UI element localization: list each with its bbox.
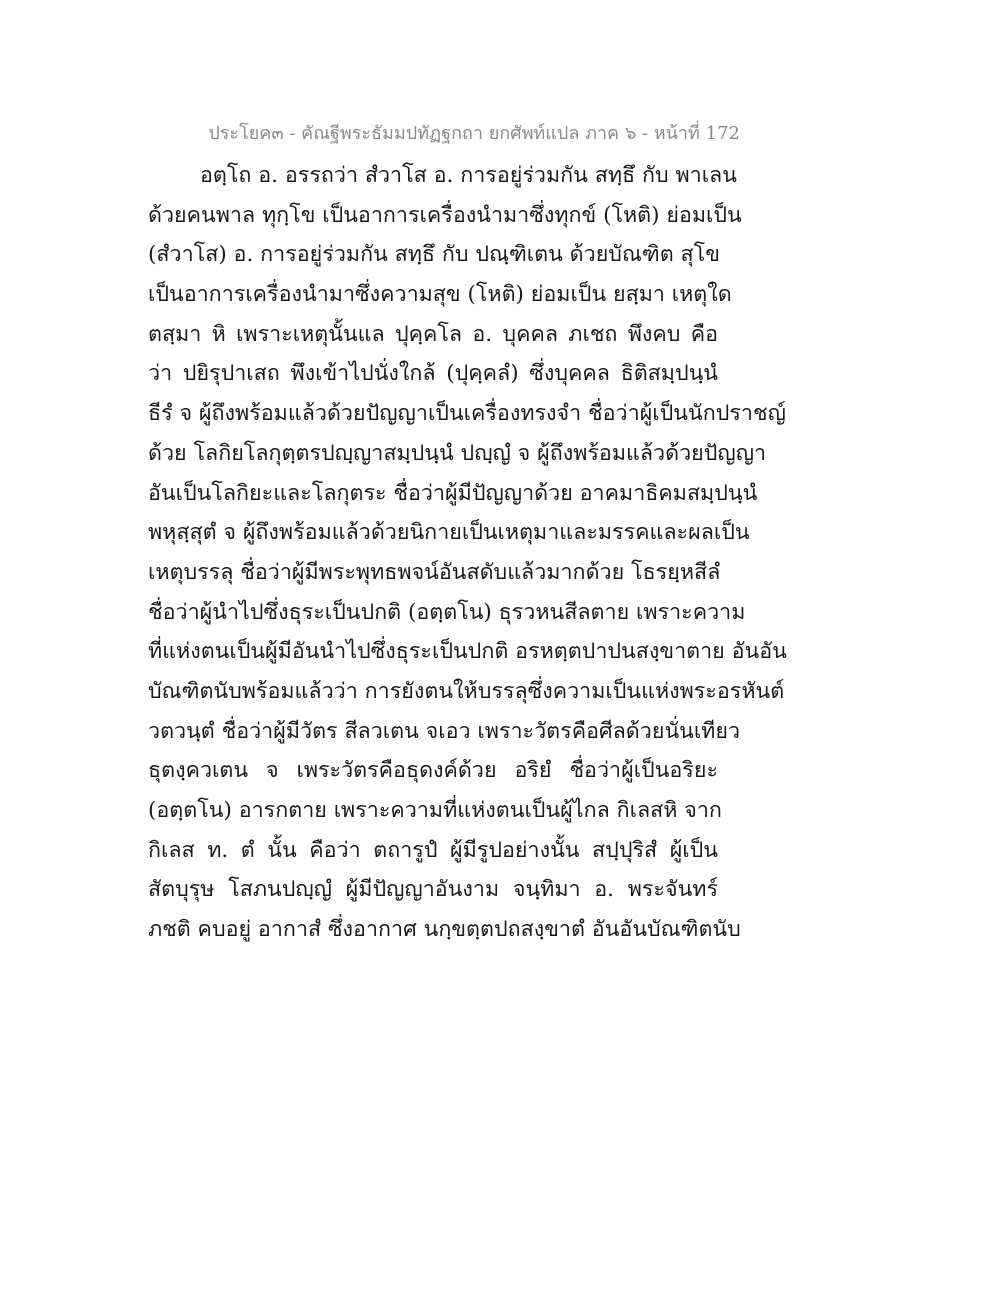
text-line: อตฺโถ อ. อรรถว่า สํวาโส อ. การอยู่ร่วมกัน สทฺธึ กับ พาเลน	[200, 163, 737, 188]
text-line: อันเป็นโลกิยะและโลกุตระ ชื่อว่าผู้มีปัญญาด้วย อาคมาธิคมสมฺปนฺนํ	[148, 480, 758, 506]
text-line: (อตฺตโน) อารกตาย เพราะความที่แห่งตนเป็นผู้ไกล กิเลสหิ จาก	[148, 798, 722, 823]
text-line: พหุสฺสุตํ จ ผู้ถึงพร้อมแล้วด้วยนิกายเป็นเหตุมาและมรรคและผลเป็น	[148, 520, 750, 546]
text-line: สัตบุรุษ โสภนปญฺญํ ผู้มีปัญญาอันงาม จนฺทิมา อ. พระจันทร์	[148, 877, 718, 903]
text-line: ว่า ปยิรุปาเสถ พึงเข้าไปนั่งใกล้ (ปุคฺคลํ) ซึ่งบุคคล ธิติสมฺปนฺนํ	[148, 361, 718, 387]
text-line: ที่แห่งตนเป็นผู้มีอันนำไปซึ่งธุระเป็นปกติ อรหตฺตปาปนสงฺขาตาย อันอัน	[148, 639, 787, 665]
text-line: ธุตงฺควเตน จ เพระวัตรคือธุดงค์ด้วย อริยํ ชื่อว่าผู้เป็นอริยะ	[148, 758, 718, 784]
text-line: เหตุบรรลุ ชื่อว่าผู้มีพระพุทธพจน์อันสดับแล้วมากด้วย โธรยฺหสีลํ	[148, 559, 721, 585]
text-line: เป็นอาการเครื่องนำมาซึ่งความสุข (โหติ) ย่อมเป็น ยสฺมา เหตุใด	[148, 282, 732, 308]
text-line: ตสฺมา หิ เพราะเหตุนั้นแล ปุคฺคโล อ. บุคคล ภเชถ พึงคบ คือ	[148, 321, 718, 347]
text-line: ด้วย โลกิยโลกุตฺตรปญฺญาสมฺปนฺนํ ปญฺญํ จ ผู้ถึงพร้อมแล้วด้วยปัญญา	[148, 440, 767, 466]
text-line: (สํวาโส) อ. การอยู่ร่วมกัน สทฺธึ กับ ปณฺฑิเตน ด้วยบัณฑิต สุโข	[148, 242, 720, 268]
text-line: กิเลส ท. ตํ นั้น คือว่า ตถารูปํ ผู้มีรูปอย่างนั้น สปฺปุริสํ ผู้เป็น	[148, 837, 718, 863]
body-text	[148, 156, 787, 950]
running-header: ประโยค๓ - คัณฐีพระธัมมปทัฏฐกถา ยกศัพท์แปล ภาค ๖ - หน้าที่ 172	[208, 123, 740, 144]
text-line: ธีรํ จ ผู้ถึงพร้อมแล้วด้วยปัญญาเป็นเครื่องทรงจำ ชื่อว่าผู้เป็นนักปราชญ์	[148, 401, 786, 427]
text-line: ด้วยคนพาล ทุกฺโข เป็นอาการเครื่องนำมาซึ่งทุกข์ (โหติ) ย่อมเป็น	[148, 202, 742, 228]
text-line: ชื่อว่าผู้นำไปซึ่งธุระเป็นปกติ (อตฺตโน) ธุรวหนสีลตาย เพราะความ	[148, 599, 746, 625]
text-line: วตวนฺตํ ชื่อว่าผู้มีวัตร สีลวเตน จเอว เพราะวัตรคือศีลด้วยนั่นเทียว	[148, 718, 741, 744]
text-line: บัณฑิตนับพร้อมแล้วว่า การยังตนให้บรรลุซึ่งความเป็นแห่งพระอรหันต์	[148, 678, 785, 704]
text-line: ภชติ คบอยู่ อากาสํ ซึ่งอากาศ นกฺขตฺตปถสงฺขาตํ อันอันบัณฑิตนับ	[148, 917, 741, 943]
